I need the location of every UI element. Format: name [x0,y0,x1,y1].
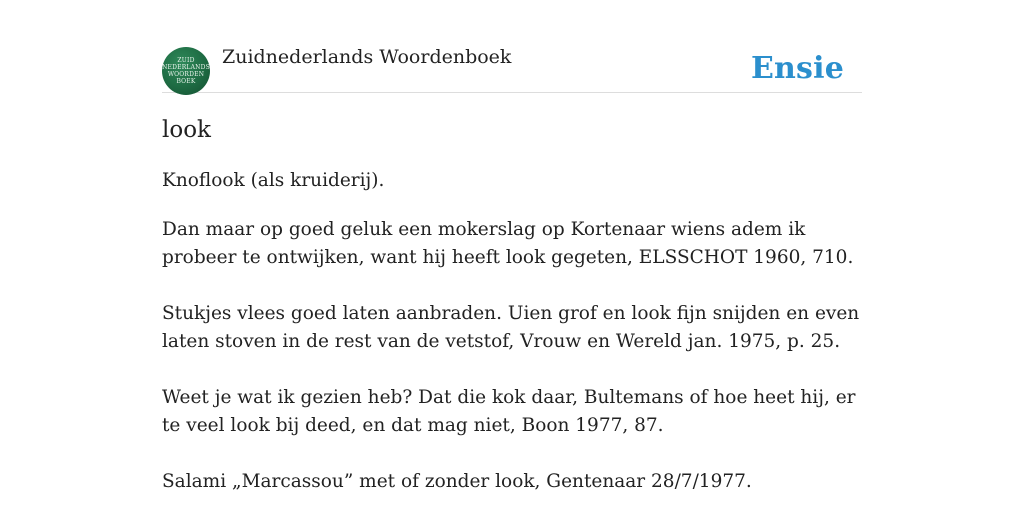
logo-line: ZUID [177,57,195,64]
example-quote: Dan maar op goed geluk een mokerslag op Kortenaar wiens adem ik probeer te ontwijken, want hij heeft look gegeten, ELSSCHOT 1960, 710. [162,219,854,268]
example-quote: Salami „Marcassou” met of zonder look, Gentenaar 28/7/1977. [162,471,752,492]
header [162,0,862,93]
examples-list [162,216,862,524]
dictionary-name-link[interactable]: Zuidnederlands Woordenboek [222,46,512,68]
logo-line: NEDERLANDS [162,64,210,71]
page [162,0,862,492]
logo-line: BOEK [176,78,196,85]
ensie-brand-logo[interactable]: Ensie [750,51,844,86]
entry-word: look [162,117,211,143]
example-quote: Weet je wat ik gezien heb? Dat die kok daar, Bultemans of hoe heet hij, er te veel look bij deed, en dat mag niet, Boon 1977, 87. [162,387,856,436]
dictionary-logo[interactable] [162,47,210,95]
example-quote: Stukjes vlees goed laten aanbraden. Uien grof en look fijn snijden en even laten stoven in de rest van de vetstof, Vrouw en Wereld jan. 1975, p. 25. [162,303,860,352]
logo-line: WOORDEN [167,71,205,78]
entry-definition: Knoflook (als kruiderij). [162,170,385,191]
